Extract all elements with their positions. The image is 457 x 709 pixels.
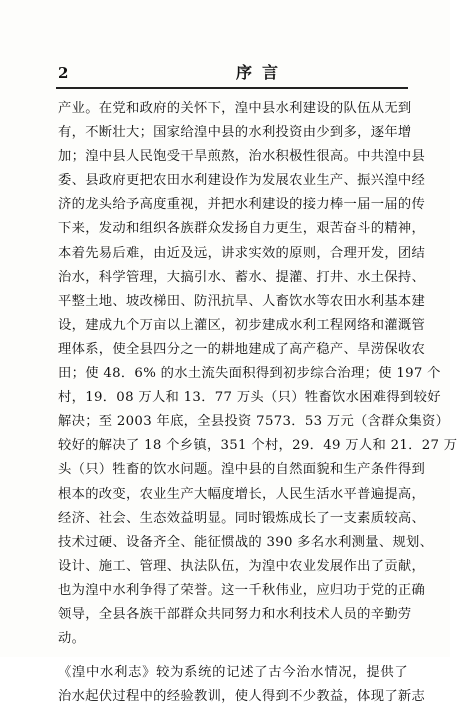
text-line: 治水，科学管理，大搞引水、蓄水、提灌、打井、水土保持、 xyxy=(58,269,426,285)
paragraph-gap xyxy=(58,651,408,661)
paragraph-2 xyxy=(58,661,426,709)
text-line: 产业。在党和政府的关怀下，湟中县水利建设的队伍从无到 xyxy=(58,101,412,116)
text-line: 有，不断壮大；国家给湟中县的水利投资由少到多，逐年增 xyxy=(58,125,412,141)
text-line: 《湟中水利志》较为系统的记述了古今治水情况，提供了 xyxy=(58,665,408,681)
text-line: 委、县政府更把农田水利建设作为发展农业生产、振兴湟中经 xyxy=(58,173,426,189)
paragraph-1 xyxy=(58,97,457,651)
text-line: 济的龙头给予高度重视，并把水利建设的接力棒一届一届的传 xyxy=(58,197,426,213)
header-rule xyxy=(56,87,408,89)
body-text xyxy=(58,97,457,709)
text-line: 设计、施工、管理、执法队伍，为湟中农业发展作出了贡献， xyxy=(58,558,426,574)
text-line: 加；湟中县人民饱受干旱煎熬，治水积极性很高。中共湟中县 xyxy=(58,149,426,165)
text-line: 田；使 48．6% 的水土流失面积得到初步综合治理；使 197 个 xyxy=(58,366,441,382)
text-line: 经济、社会、生态效益明显。同时锻炼成长了一支素质较高、 xyxy=(58,510,426,526)
text-line: 理体系，使全县四分之一的耕地建成了高产稳产、旱涝保收农 xyxy=(58,341,426,357)
text-line: 治水起伏过程中的经验教训，使人得到不少教益，体现了新志 xyxy=(58,689,426,705)
text-line: 头（只）牲畜的饮水问题。湟中县的自然面貌和生产条件得到 xyxy=(58,462,426,478)
text-line: 下来，发动和组织各族群众发扬自力更生，艰苦奋斗的精神， xyxy=(58,221,426,237)
text-line: 村，19．08 万人和 13．77 万头（只）牲畜饮水困难得到较好 xyxy=(58,390,441,406)
text-line: 较好的解决了 18 个乡镇，351 个村，29．49 万人和 21．27 万 xyxy=(58,438,457,454)
running-title: 序言 xyxy=(236,63,289,82)
text-line: 也为湟中水利争得了荣誉。这一千秋伟业，应归功于党的正确 xyxy=(58,582,426,598)
text-line: 根本的改变，农业生产大幅度增长，人民生活水平普遍提高， xyxy=(58,486,426,502)
text-line: 动。 xyxy=(58,631,86,647)
text-line: 本着先易后难，由近及远，讲求实效的原则，合理开发，团结 xyxy=(58,245,426,261)
page-number: 2 xyxy=(58,64,69,82)
text-line: 设，建成九个万亩以上灌区，初步建成水利工程网络和灌溉管 xyxy=(58,317,426,333)
text-line: 解决；至 2003 年底，全县投资 7573．53 万元（含群众集资） xyxy=(58,414,450,430)
text-line: 平整土地、坡改梯田、防汛抗旱、人畜饮水等农田水利基本建 xyxy=(58,293,426,309)
text-line: 技术过硬、设备齐全、能征惯战的 390 多名水利测量、规划、 xyxy=(58,534,434,550)
text-line: 领导，全县各族干部群众共同努力和水利技术人员的辛勤劳 xyxy=(58,606,412,622)
page-header xyxy=(58,64,406,84)
